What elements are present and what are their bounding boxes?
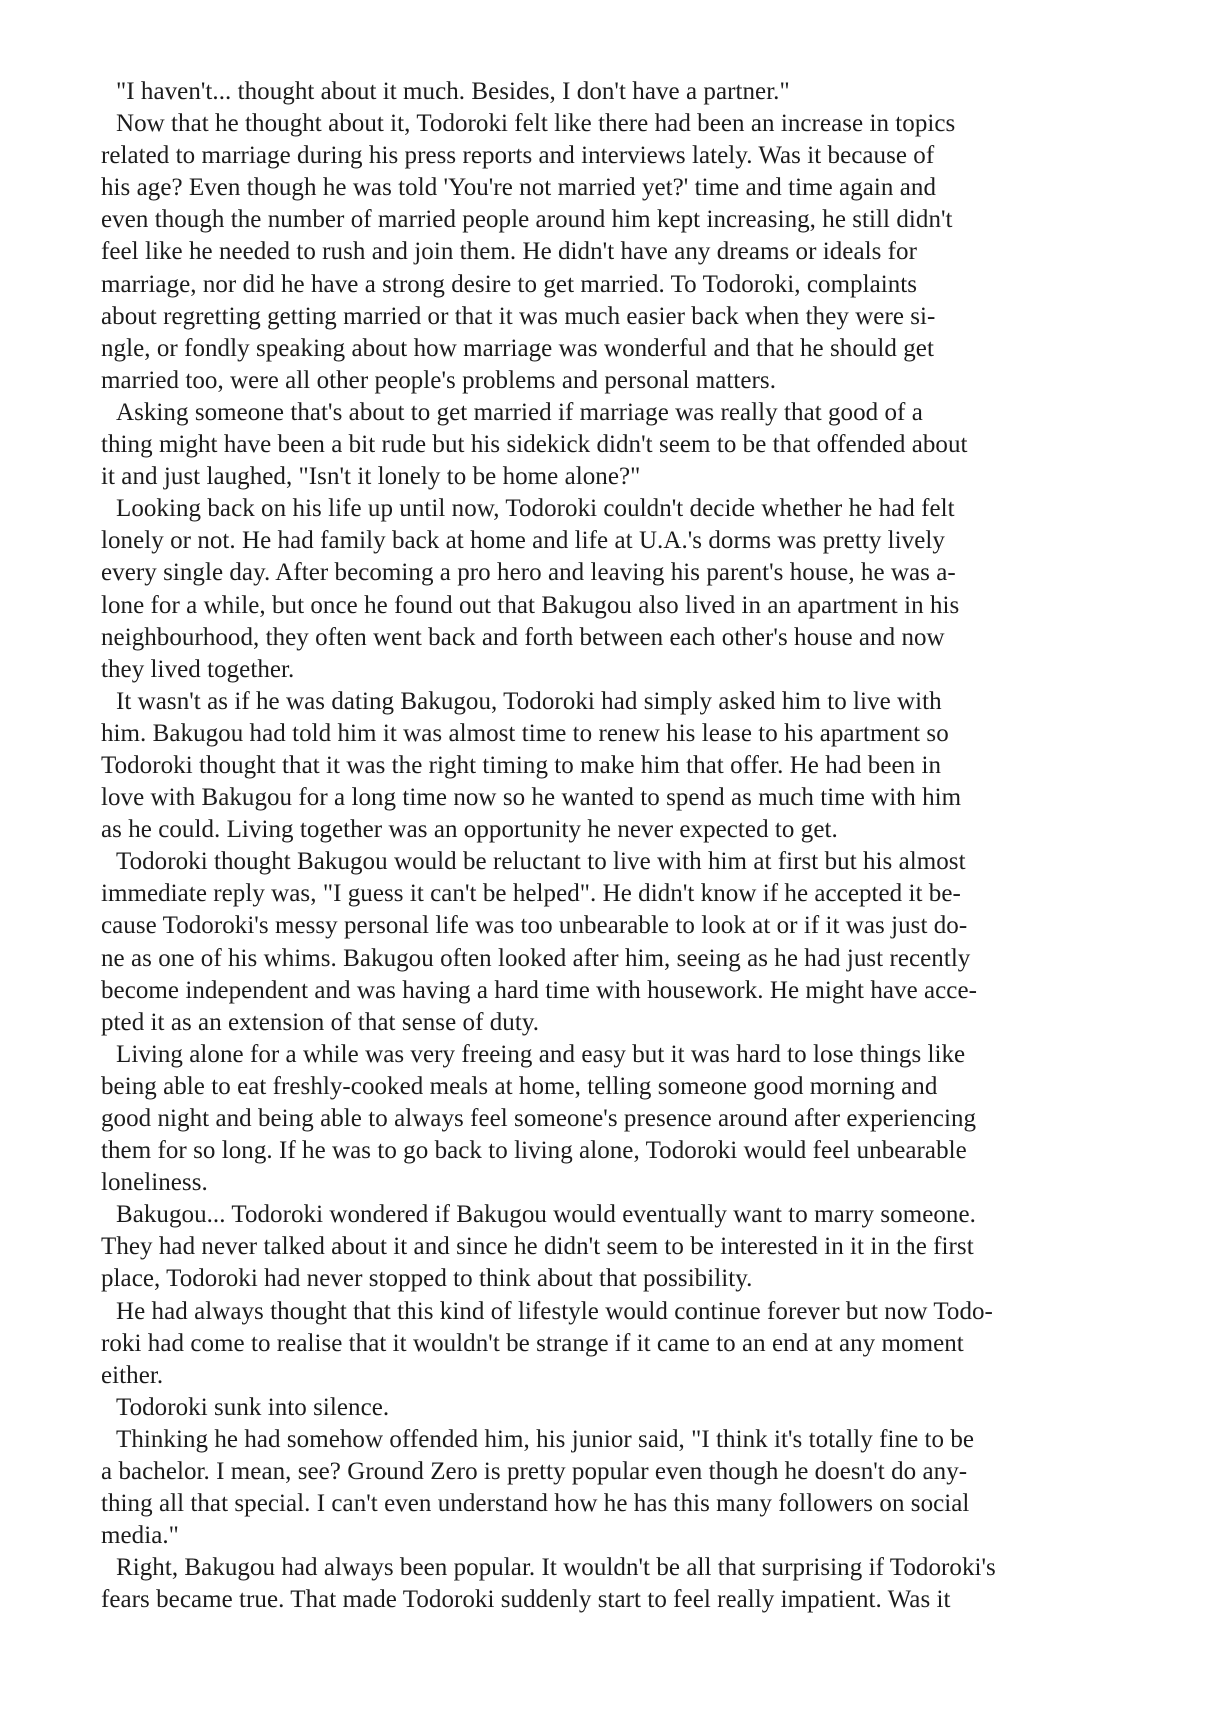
text-line: roki had come to realise that it wouldn't be strange if it came to an end at any moment: [101, 1329, 964, 1357]
text-line: about regretting getting married or that it was much easier back when they were si-: [101, 302, 936, 330]
text-line: being able to eat freshly-cooked meals at home, telling someone good morning and: [101, 1072, 938, 1100]
text-line: They had never talked about it and since he didn't seem to be interested in it in the first: [101, 1233, 974, 1261]
text-line: become independent and was having a hard time with housework. He might have acce-: [101, 976, 977, 1004]
paragraph-start-line: Todoroki sunk into silence.: [116, 1393, 390, 1421]
text-line: a bachelor. I mean, see? Ground Zero is pretty popular even though he doesn't do any-: [101, 1458, 968, 1486]
text-line: ne as one of his whims. Bakugou often looked after him, seeing as he had just recently: [101, 944, 971, 972]
text-line: related to marriage during his press reports and interviews lately. Was it because of: [101, 142, 935, 170]
text-line: thing all that special. I can't even understand how he has this many followers on social: [101, 1490, 970, 1518]
text-line: married too, were all other people's problems and personal matters.: [101, 366, 776, 394]
text-line: every single day. After becoming a pro hero and leaving his parent's house, he was a-: [101, 559, 956, 587]
text-line: neighbourhood, they often went back and forth between each other's house and now: [101, 623, 945, 651]
paragraph-start-line: It wasn't as if he was dating Bakugou, Todoroki had simply asked him to live with: [116, 687, 942, 715]
text-line: ngle, or fondly speaking about how marriage was wonderful and that he should get: [101, 334, 934, 362]
text-line: fears became true. That made Todoroki suddenly start to feel really impatient. Was it: [101, 1586, 951, 1614]
paragraph-start-line: "I haven't... thought about it much. Besides, I don't have a partner.": [116, 78, 790, 105]
paragraph-start-line: Bakugou... Todoroki wondered if Bakugou would eventually want to marry someone.: [116, 1201, 976, 1229]
text-line: his age? Even though he was told 'You're not married yet?' time and time again and: [101, 174, 936, 202]
text-line: him. Bakugou had told him it was almost time to renew his lease to his apartment so: [101, 719, 949, 747]
paragraph-start-line: Living alone for a while was very freeing and easy but it was hard to lose things like: [116, 1040, 966, 1068]
paragraph-start-line: He had always thought that this kind of lifestyle would continue forever but now Todo-: [116, 1297, 993, 1325]
text-line: it and just laughed, "Isn't it lonely to be home alone?": [101, 463, 641, 491]
text-line: Todoroki thought that it was the right timing to make him that offer. He had been in: [101, 751, 942, 779]
text-line: cause Todoroki's messy personal life was too unbearable to look at or if it was just do-: [101, 912, 968, 940]
text-line: lonely or not. He had family back at home and life at U.A.'s dorms was pretty lively: [101, 527, 945, 555]
text-line: either.: [101, 1361, 164, 1389]
document-page: [101, 76, 1125, 1617]
text-line: as he could. Living together was an opportunity he never expected to get.: [101, 816, 838, 844]
text-line: love with Bakugou for a long time now so he wanted to spend as much time with him: [101, 784, 962, 812]
text-line: good night and being able to always feel someone's presence around after experiencing: [101, 1105, 977, 1132]
text-line: thing might have been a bit rude but his sidekick didn't seem to be that offended about: [101, 431, 968, 459]
paragraph-start-line: Looking back on his life up until now, Todoroki couldn't decide whether he had felt: [116, 495, 955, 523]
text-line: feel like he needed to rush and join them. He didn't have any dreams or ideals for: [101, 238, 917, 266]
paragraph-start-line: Todoroki thought Bakugou would be reluctant to live with him at first but his almost: [116, 848, 966, 876]
text-line: pted it as an extension of that sense of duty.: [101, 1008, 540, 1036]
text-line: media.": [101, 1522, 179, 1550]
paragraph-start-line: Right, Bakugou had always been popular. It wouldn't be all that surprising if Todoroki's: [116, 1554, 996, 1582]
text-line: they lived together.: [101, 655, 295, 683]
text-line: even though the number of married people around him kept increasing, he still didn't: [101, 206, 953, 234]
text-line: immediate reply was, "I guess it can't be helped". He didn't know if he accepted it be-: [101, 880, 961, 908]
text-line: lone for a while, but once he found out that Bakugou also lived in an apartment in his: [101, 591, 960, 619]
paragraph-start-line: Asking someone that's about to get married if marriage was really that good of a: [116, 398, 923, 426]
paragraph-start-line: Thinking he had somehow offended him, his junior said, "I think it's totally fine to be: [116, 1425, 975, 1453]
text-line: marriage, nor did he have a strong desire to get married. To Todoroki, complaints: [101, 270, 918, 298]
paragraph-start-line: Now that he thought about it, Todoroki felt like there had been an increase in topics: [116, 110, 956, 138]
text-line: place, Todoroki had never stopped to think about that possibility.: [101, 1265, 753, 1293]
text-line: loneliness.: [101, 1169, 208, 1197]
text-line: them for so long. If he was to go back to living alone, Todoroki would feel unbearable: [101, 1137, 967, 1165]
